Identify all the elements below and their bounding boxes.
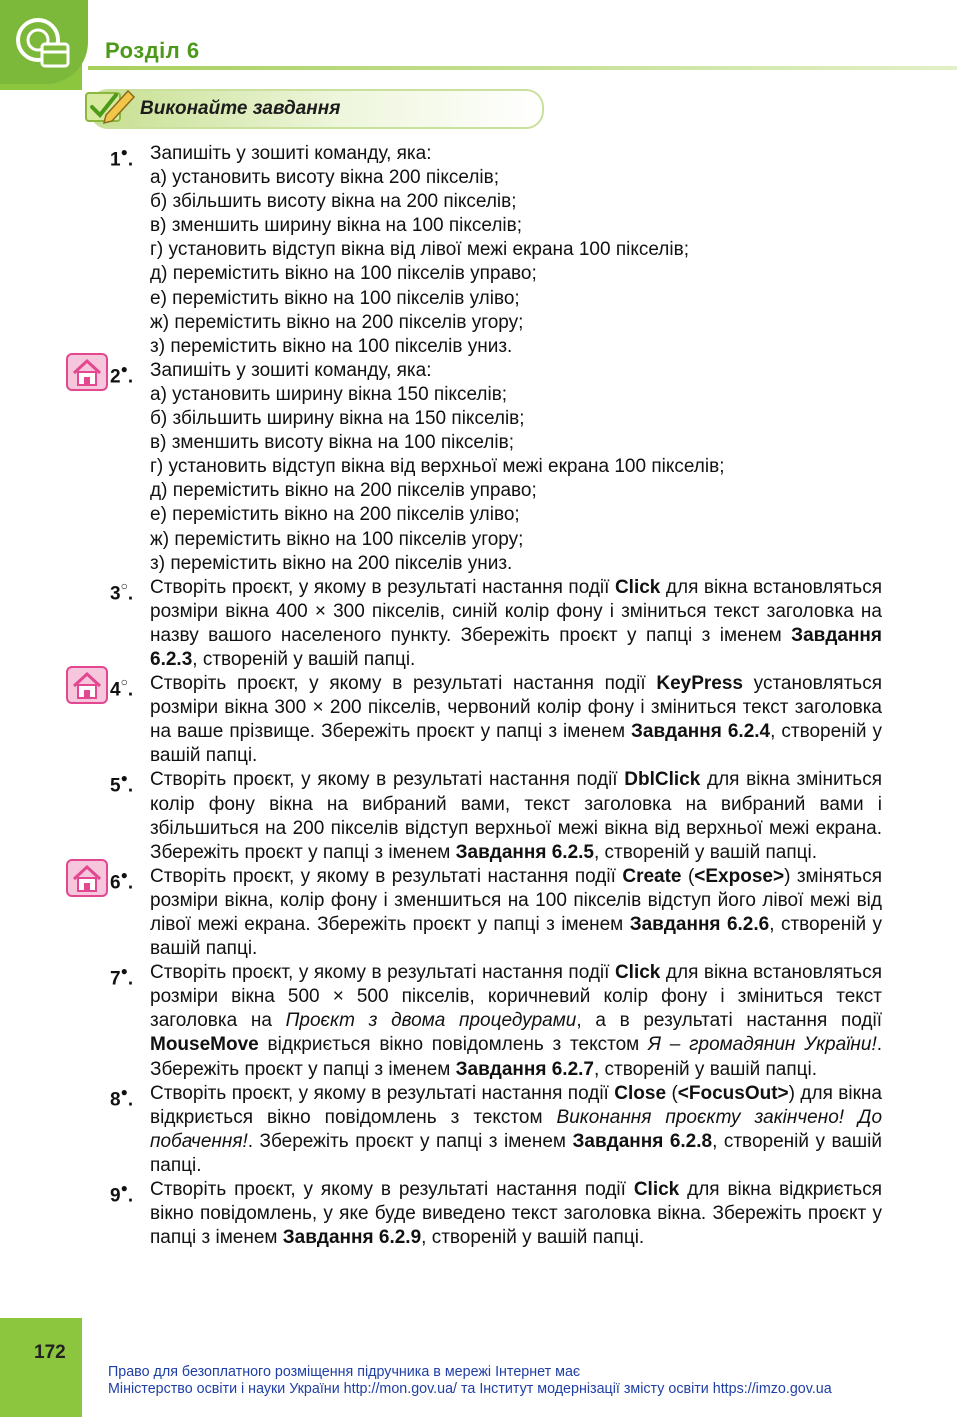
task-number: 8●. bbox=[110, 1084, 134, 1110]
task-1 bbox=[110, 142, 882, 359]
task-subitem: г) установить відступ вікна від верхньої межі екрана 100 пікселів; bbox=[150, 456, 725, 478]
event-name: Create bbox=[622, 865, 682, 887]
event-name: Close bbox=[614, 1082, 667, 1104]
task-subitem: а) установить ширину вікна 150 пікселів; bbox=[150, 383, 508, 405]
task-subitem: в) зменшить ширину вікна на 100 пікселів; bbox=[150, 215, 523, 237]
event-name-alt: <FocusOut> bbox=[677, 1082, 789, 1104]
task-number: 5●. bbox=[110, 771, 134, 797]
message-text: Я – громадянин України! bbox=[648, 1034, 877, 1056]
task-4: 4○. Створіть проєкт, у якому в результаті настання події KeyPress установляться розміри вікна 300 × 200 пікселів, червоний колір фону і зміниться текст заголовка на ваше прізвище. Збережіть проєкт у папці з іменем Завдання 6.2.4, створеній у вашій папці. bbox=[110, 672, 882, 768]
chapter-logo bbox=[0, 0, 88, 84]
task-subitem: з) перемістить вікно на 100 пікселів униз. bbox=[150, 335, 513, 357]
folder-name: Завдання 6.2.7 bbox=[455, 1058, 594, 1080]
home-task-icon bbox=[66, 666, 108, 704]
task-header-label: Виконайте завдання bbox=[140, 98, 341, 119]
task-subitem: д) перемістить вікно на 100 пікселів управо; bbox=[150, 263, 537, 285]
task-subitem: е) перемістить вікно на 200 пікселів уліво; bbox=[150, 504, 520, 526]
task-subitem: е) перемістить вікно на 100 пікселів уліво; bbox=[150, 287, 520, 309]
page-number: 172 bbox=[34, 1342, 66, 1363]
message-text: Виконання проєкту закінчено! До побачення! bbox=[150, 1106, 883, 1152]
event-name-alt: <Expose> bbox=[694, 865, 785, 887]
section-title: Розділ 6 bbox=[105, 38, 200, 63]
task-subitem: ж) перемістить вікно на 200 пікселів угору; bbox=[150, 311, 524, 333]
event-name: KeyPress bbox=[656, 673, 743, 695]
footer-line-1: Право для безоплатного розміщення підручника в мережі Інтернет має bbox=[108, 1364, 581, 1380]
event-name: DblClick bbox=[624, 769, 701, 791]
task-subitem: б) збільшить ширину вікна на 150 пікселів; bbox=[150, 408, 525, 430]
chapter-logo-icon bbox=[12, 14, 72, 70]
task-subitem: д) перемістить вікно на 200 пікселів управо; bbox=[150, 480, 537, 502]
footer-notice bbox=[108, 1364, 832, 1398]
home-task-icon bbox=[66, 859, 108, 897]
task-5: 5●. Створіть проєкт, у якому в результаті настання події DblClick для вікна зміниться колір фону вікна на вибраний вами, текст заголовка на вибраний вами і збільшиться на 200 пікселів відступ верхньої межі вікна від верхньої межі екрана. Збережіть проєкт у папці з іменем Завдання 6.2.5, створеній у вашій папці. bbox=[110, 769, 882, 863]
pencil-check-icon bbox=[80, 85, 136, 129]
task-number: 4○. bbox=[110, 675, 134, 701]
task-6: 6●. Створіть проєкт, у якому в результаті настання події Create (<Expose>) зміняться розміри вікна, колір фону і зменшиться на 100 пікселів відступ його лівої межі від лівої межі екрана. Збережіть проєкт у папці з іменем Завдання 6.2.6, створеній у вашій папці. bbox=[110, 865, 882, 961]
task-number: 2●. bbox=[110, 361, 134, 388]
folder-name: Завдання 6.2.5 bbox=[455, 841, 594, 863]
task-2 bbox=[110, 359, 882, 576]
folder-name: Завдання 6.2.8 bbox=[572, 1130, 713, 1152]
task-7: 7●. Створіть проєкт, у якому в результаті настання події Click для вікна встановляться розміри вікна 500 × 500 пікселів, коричневий колір фону і зміниться текст заголовка на Проєкт з двома процедурами, а в результаті настання події MouseMove відкриється вікно повідомлень з текстом Я – громадянин України!. Збережіть проєкт у папці з іменем Завдання 6.2.7, створеній у вашій папці. bbox=[110, 962, 883, 1080]
task-subitem: а) установить висоту вікна 200 пікселів; bbox=[150, 167, 500, 189]
task-intro: Запишіть у зошиті команду, яка: bbox=[150, 143, 432, 164]
task-9: 9●. Створіть проєкт, у якому в результаті настання події Click для вікна відкриється вікно повідомлень, у яке буде виведено текст заголовка вікна. Збережіть проєкт у папці з іменем Завдання 6.2.9, створеній у вашій папці. bbox=[110, 1179, 882, 1249]
task-3: 3○. Створіть проєкт, у якому в результаті настання події Click для вікна встановляться розміри вікна 400 × 300 пікселів, синій колір фону і зміниться текст заголовка на назву вашого населеного пункту. Збережіть проєкт у папці з іменем Завдання 6.2.3, створеній у вашій папці. bbox=[110, 576, 882, 670]
task-header-bar bbox=[80, 85, 542, 129]
task-subitem: г) установить відступ вікна від лівої межі екрана 100 пікселів; bbox=[150, 239, 689, 261]
left-margin-band bbox=[0, 0, 82, 1417]
task-number: 6●. bbox=[110, 867, 134, 894]
task-number: 3○. bbox=[110, 578, 134, 605]
folder-name: Завдання 6.2.3 bbox=[150, 624, 882, 670]
home-task-icon bbox=[66, 353, 108, 391]
task-intro: Запишіть у зошиті команду, яка: bbox=[150, 359, 432, 381]
task-subitem: в) зменшить висоту вікна на 100 пікселів; bbox=[150, 432, 514, 454]
event-name: Click bbox=[614, 962, 661, 984]
event-name: Click bbox=[633, 1179, 680, 1201]
task-subitem: б) збільшить висоту вікна на 200 пікселів; bbox=[150, 191, 517, 213]
task-number: 9●. bbox=[110, 1181, 134, 1207]
task-number: 7●. bbox=[110, 964, 134, 990]
task-8: 8●. Створіть проєкт, у якому в результаті настання події Close (<FocusOut>) для вікна відкриється вікно повідомлень з текстом Виконання проєкту закінчено! До побачення!. Збережіть проєкт у папці з іменем Завдання 6.2.8, створеній у вашій папці. bbox=[110, 1082, 883, 1176]
event-name: MouseMove bbox=[150, 1034, 259, 1056]
caption-text: Проєкт з двома процедурами bbox=[285, 1010, 577, 1032]
folder-name: Завдання 6.2.6 bbox=[629, 914, 770, 935]
task-subitem: з) перемістить вікно на 200 пікселів униз. bbox=[150, 552, 513, 574]
header-divider bbox=[88, 66, 957, 70]
footer-line-2: Міністерство освіти і науки України http://mon.gov.ua/ та Інститут модернізації змісту освіти https://imzo.gov.ua bbox=[108, 1381, 832, 1397]
task-list bbox=[110, 142, 882, 1250]
page-number-tab bbox=[0, 1318, 82, 1417]
event-name: Click bbox=[614, 576, 661, 598]
folder-name: Завдання 6.2.4 bbox=[631, 721, 771, 743]
task-subitem: ж) перемістить вікно на 100 пікселів угору; bbox=[150, 528, 524, 550]
folder-name: Завдання 6.2.9 bbox=[282, 1227, 422, 1249]
task-number: 1●. bbox=[110, 145, 134, 171]
